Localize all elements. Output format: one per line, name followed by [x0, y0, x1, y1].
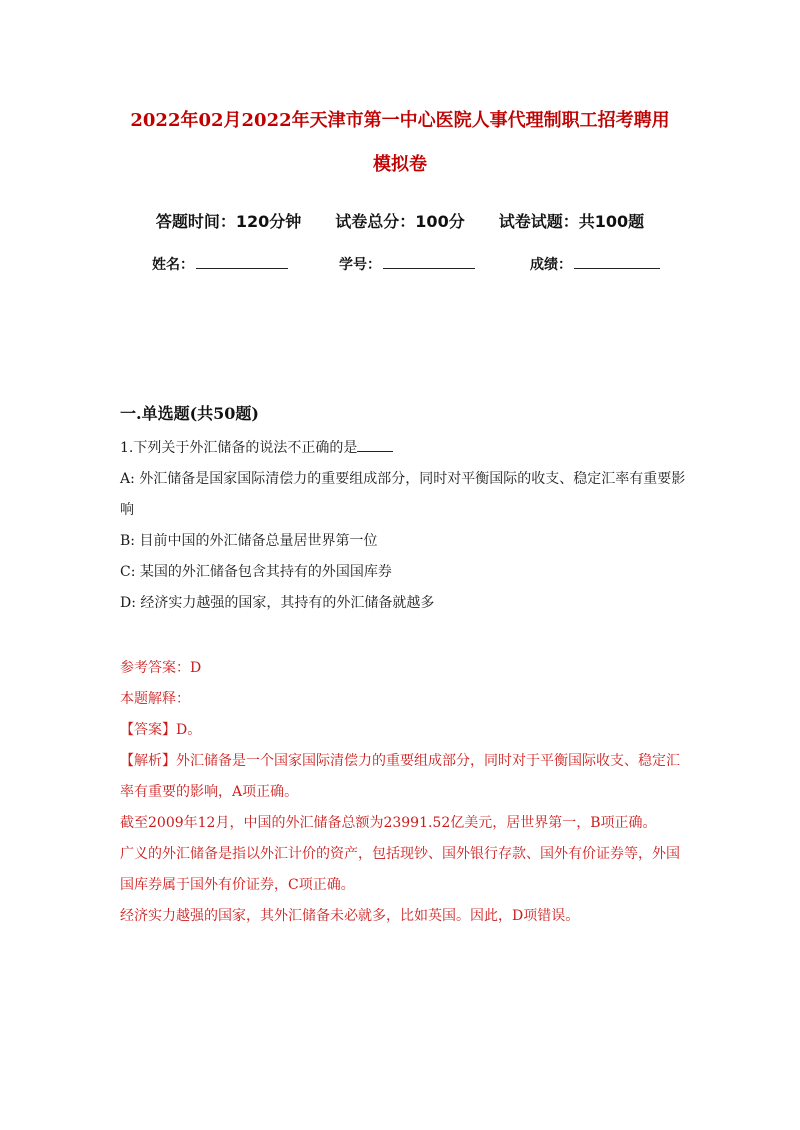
exam-question-count: 试卷试题：共100题 [498, 212, 645, 231]
explanation-label: 本题解释： [120, 691, 190, 707]
score-label: 成绩： [530, 257, 572, 273]
analysis-paragraph-3: 广义的外汇储备是指以外汇计价的资产，包括现钞、国外银行存款、国外有价证券等，外国国库券属于国外有价证券，C项正确。 [120, 846, 680, 893]
analysis-paragraph-1: 【解析】外汇储备是一个国家国际清偿力的重要组成部分，同时对于平衡国际收支、稳定汇率有重要的影响，A项正确。 [120, 753, 680, 800]
section-heading: 一.单选题(共50题) [120, 404, 259, 423]
reference-answer: 参考答案：D [120, 660, 202, 676]
answer-blank [357, 437, 393, 452]
name-field [152, 254, 288, 274]
score-blank-line [574, 254, 660, 269]
student-id-field [339, 254, 475, 274]
answer-key: 【答案】D。 [120, 722, 202, 738]
analysis-paragraph-4: 经济实力越强的国家，其外汇储备未必就多，比如英国。因此，D项错误。 [120, 908, 580, 924]
question-stem-line [120, 433, 690, 464]
answer-block [120, 653, 690, 932]
student-id-label: 学号： [339, 257, 381, 273]
option-c: C: 某国的外汇储备包含其持有的外国国库券 [120, 564, 392, 580]
question-stem: 1.下列关于外汇储备的说法不正确的是 [120, 440, 358, 456]
student-id-blank-line [383, 254, 475, 269]
question-block [120, 433, 690, 619]
exam-total-score: 试卷总分：100分 [335, 212, 465, 231]
option-a: A: 外汇储备是国家国际清偿力的重要组成部分，同时对平衡国际的收支、稳定汇率有重要影响 [120, 471, 686, 518]
exam-duration: 答题时间：120分钟 [155, 212, 302, 231]
option-d: D: 经济实力越强的国家，其持有的外汇储备就越多 [120, 595, 435, 611]
name-label: 姓名： [152, 257, 194, 273]
analysis-paragraph-2: 截至2009年12月，中国的外汇储备总额为23991.52亿美元，居世界第一，B项正确。 [120, 815, 657, 831]
exam-title-line1: 2022年02月2022年天津市第一中心医院人事代理制职工招考聘用 [130, 110, 670, 131]
score-field [530, 254, 660, 274]
option-b: B: 目前中国的外汇储备总量居世界第一位 [120, 533, 378, 549]
exam-title-line2: 模拟卷 [373, 154, 427, 175]
name-blank-line [196, 254, 288, 269]
exam-meta [0, 209, 800, 232]
